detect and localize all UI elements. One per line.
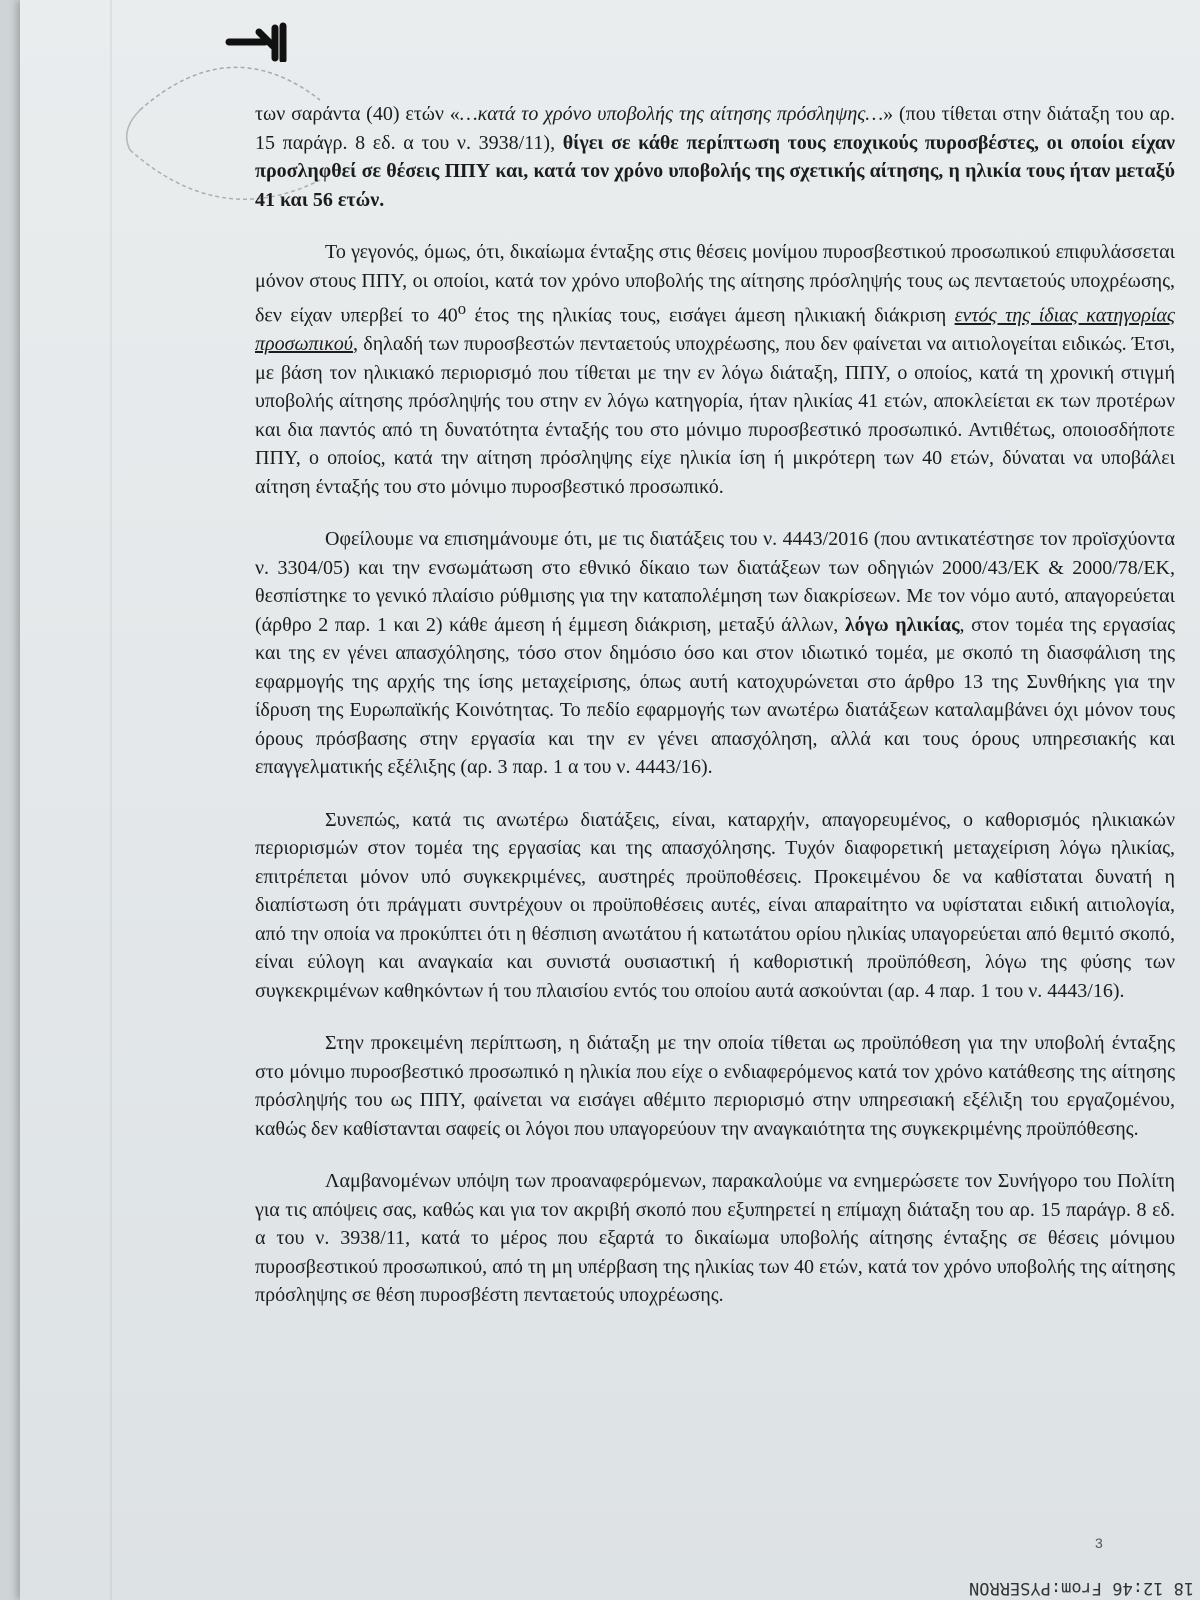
text-run: Οφείλουμε να επισημάνουμε ότι, με τις διατάξεις του ν. 4443/2016 (που αντικατέστησε τον προϊσχύοντα ν. 3304/05) και την ενσωμάτωση στο εθνικό δίκαιο των διατάξεων των οδηγιών 2000/43/ΕΚ & 2000/78/ΕΚ, θεσπίστηκε το γενικό πλαίσιο ρύθμισης για την καταπολέμηση των διακρίσεων. Με τον νόμο αυτό, απαγορεύεται (άρθρο 2 παρ. 1 και 2) κάθε άμεση ή έμμεση διάκριση, μεταξύ άλλων, bbox=[255, 528, 1175, 636]
text-run: Το γεγονός, όμως, ότι, δικαίωμα ένταξης στις θέσεις μονίμου πυροσβεστικού προσωπικού επιφυλάσσεται μόνον στους ΠΠΥ, οι οποίοι, κατά τον χρόνο υποβολής της αίτησης πρόσληψής τους ως πενταετούς υποχρέωσης, δεν είχαν υπερβεί το 40 bbox=[255, 241, 1175, 327]
paragraph-5: Στην προκειμένη περίπτωση, η διάταξη με την οποία τίθεται ως προϋπόθεση για την υποβολή ένταξης στο μόνιμο πυροσβεστικό προσωπικό η ηλικία που είχε ο ενδιαφερόμενος κατά τον χρόνο κατάθεσης της αίτησης πρόσληψής του ως ΠΠΥ, φαίνεται να εισάγει αθέμιτο περιορισμό στην υπηρεσιακή εξέλιξη του εργαζομένου, καθώς δεν καθίστανται σαφείς οι λόγοι που υπαγορεύουν την αναγκαιότητα της συγκεκριμένης προϋπόθεσης. bbox=[255, 1032, 1175, 1140]
paragraph-4: Συνεπώς, κατά τις ανωτέρω διατάξεις, είναι, καταρχήν, απαγορευμένος, ο καθορισμός ηλικιακών περιορισμών στον τομέα της εργασίας και της απασχόλησης. Τυχόν διαφορετική μεταχείριση λόγω ηλικίας, επιτρέπεται μόνον υπό συγκεκριμένες, αυστηρές προϋποθέσεις. Προκειμένου δε να καθίσταται δυνατή η διαπίστωση ότι πράγματι συντρέχουν οι προϋποθέσεις αυτές, είναι απαραίτητο να υφίσταται ειδική αιτιολογία, από την οποία να προκύπτει ότι η θέσπιση ανωτάτου ή κατωτάτου ορίου ηλικίας υπαγορεύεται από θεμιτό σκοπό, είναι εύλογη και αναγκαία και συνιστά ουσιαστική ή καθοριστική προϋπόθεση, λόγω της φύσης των συγκεκριμένων καθηκόντων ή του πλαισίου εντός του οποίου αυτά ασκούνται (αρ. 4 παρ. 1 του ν. 4443/16). bbox=[255, 808, 1175, 1002]
text-run: έτος της ηλικίας τους, εισάγει άμεση ηλικιακή διάκριση bbox=[466, 304, 955, 327]
quoted-phrase: …κατά το χρόνο υποβολής της αίτησης πρόσληψης… bbox=[459, 103, 884, 125]
bold-phrase: λόγω ηλικίας bbox=[844, 613, 960, 636]
paragraph-3 bbox=[255, 525, 1175, 782]
paragraph-1 bbox=[255, 100, 1175, 214]
ordinal-superscript: ο bbox=[457, 299, 467, 318]
bold-statement: θίγει σε κάθε περίπτωση τους εποχικούς πυροσβέστες, οι οποίοι είχαν προσληφθεί σε θέσεις ΠΠΥ και, κατά τον χρόνο υποβολής της σχετικής αίτησης, η ηλικία τους ήταν μεταξύ 41 και 56 ετών. bbox=[255, 131, 1175, 211]
page-mark: 3 bbox=[1095, 1535, 1103, 1551]
text-run: , δηλαδή των πυροσβεστών πενταετούς υποχρέωσης, που δεν φαίνεται να αιτιολογείται ειδικώς. Έτσι, με βάση τον ηλικιακό περιορισμό που τίθεται με την εν λόγω διάταξη, ΠΠΥ, ο οποίος, κατά τη χρονική στιγμή υποβολής αίτησης πρόσληψής του στην εν λόγω κατηγορία, ήταν ηλικίας 41 ετών, αποκλείεται εκ των προτέρων και δια παντός από τη δυνατότητα ένταξής του στο μόνιμο πυροσβεστικό προσωπικό. Αντιθέτως, οποιοσδήποτε ΠΠΥ, ο οποίος, κατά την αίτηση πρόσληψης είχε ηλικία ίση ή μικρότερη των 40 ετών, δύναται να υποβάλει αίτηση ένταξής του στο μόνιμο πυροσβεστικό προσωπικό. bbox=[255, 333, 1175, 498]
underlined-phrase: εντός της ίδιας κατηγορίας προσωπικού bbox=[255, 304, 1176, 356]
paragraph-6: Λαμβανομένων υπόψη των προαναφερόμενων, παρακαλούμε να ενημερώσετε τον Συνήγορο του Πολίτη για τις απόψεις σας, καθώς και για τον ακριβή σκοπό που εξυπηρετεί η επίμαχη διάταξη του αρ. 15 παράγρ. 8 εδ. α του ν. 3938/11, κατά το μέρος που εξαρτά το δικαίωμα υποβολής αίτησης ένταξης σε θέσεις μόνιμου πυροσβεστικού προσωπικού, από τη μη υπέρβαση της ηλικίας των 40 ετών, κατά τον χρόνο υποβολής της αίτησης πρόσληψης σε θέση πυροσβέστη πενταετούς υποχρέωσης. bbox=[255, 1170, 1175, 1307]
letter-body bbox=[255, 100, 1175, 1334]
paragraph-2 bbox=[255, 238, 1175, 501]
text-run: , στον τομέα της εργασίας και της εν γένει απασχόλησης, τόσο στον δημόσιο όσο και στον ιδιωτικό τομέα, με σκοπό τη διασφάλιση της εφαρμογής της αρχής της ίσης μεταχείρισης, όπως αυτή κατοχυρώνεται στο άρθρο 13 της Συνθήκης για την ίδρυση της Ευρωπαϊκής Κοινότητας. Το πεδίο εφαρμογής των ανωτέρω διατάξεων καταλαμβάνει όχι μόνον τους όρους πρόσβασης στην εργασία και την εν γένει απασχόληση, αλλά και τους όρους υπηρεσιακής και επαγγελματικής εξέλιξης (αρ. 3 παρ. 1 α του ν. 4443/16). bbox=[255, 613, 1176, 779]
text-run: » (που τίθεται στην διάταξη του αρ. 15 παράγρ. 8 εδ. α του ν. 3938/11), bbox=[255, 103, 1175, 154]
fax-header-line: 18 12:46 From:PYSERRON bbox=[968, 1578, 1194, 1598]
page-crease bbox=[110, 0, 112, 1600]
text-run: των σαράντα (40) ετών « bbox=[255, 103, 460, 125]
document-page bbox=[20, 0, 1200, 1600]
